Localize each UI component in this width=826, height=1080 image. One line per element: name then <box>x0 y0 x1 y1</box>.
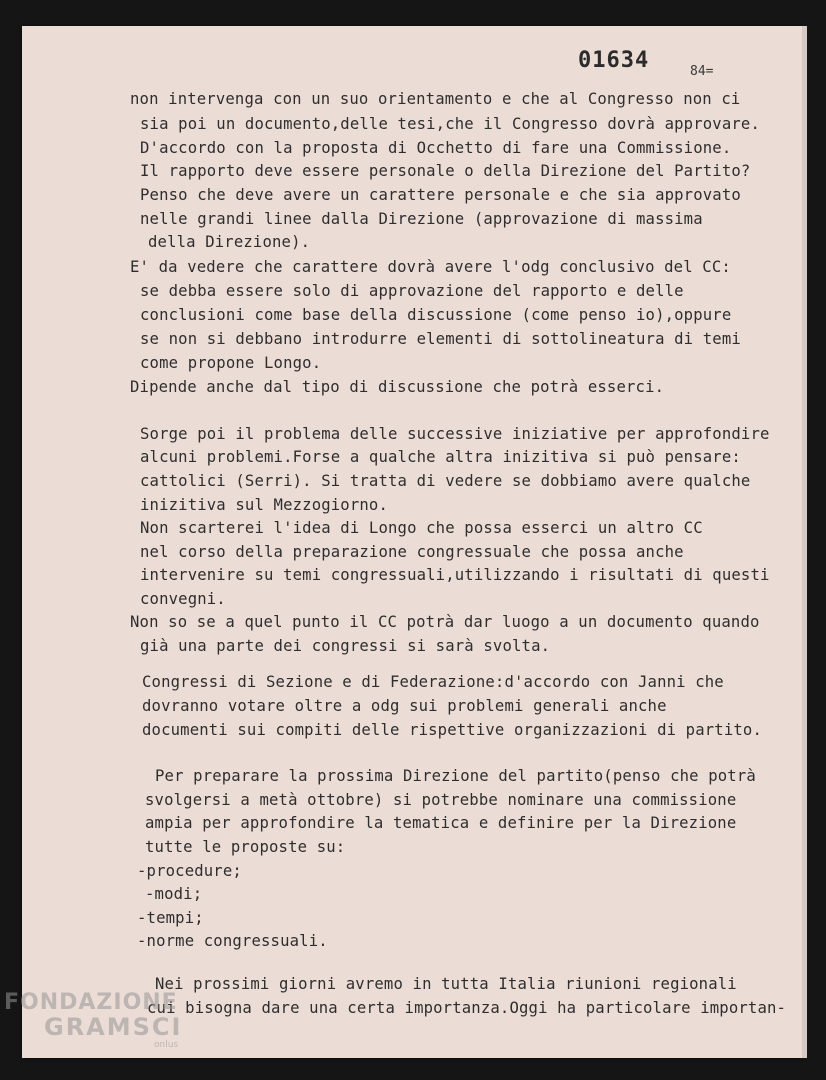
text-line: -norme congressuali. <box>137 932 328 950</box>
text-line: Sorge poi il problema delle successive iniziative per approfondire <box>140 425 770 443</box>
text-line: E' da vedere che carattere dovrà avere l'odg conclusivo del CC: <box>130 258 731 276</box>
text-line: sia poi un documento,delle tesi,che il Congresso dovrà approvare. <box>140 115 760 133</box>
text-line: Nei prossimi giorni avremo in tutta Italia riunioni regionali <box>155 975 737 993</box>
text-line: non intervenga con un suo orientamento e che al Congresso non ci <box>130 90 741 108</box>
fondazione-gramsci-watermark <box>4 990 183 1050</box>
text-line: Il rapporto deve essere personale o della Direzione del Partito? <box>140 162 751 180</box>
text-line: -tempi; <box>137 909 204 927</box>
text-line: dovranno votare oltre a odg sui problemi generali anche <box>142 697 667 715</box>
text-line: della Direzione). <box>148 233 311 251</box>
text-line: Congressi di Sezione e di Federazione:d'accordo con Janni che <box>142 673 724 691</box>
text-line: -modi; <box>145 885 203 903</box>
text-line: ampia per approfondire la tematica e definire per la Direzione <box>145 814 737 832</box>
watermark-line-2: GRAMSCI <box>44 1013 183 1041</box>
text-line: alcuni problemi.Forse a qualche altra inizitiva si può pensare: <box>140 448 741 466</box>
text-line: intervenire su temi congressuali,utilizzando i risultati di questi <box>140 566 770 584</box>
text-line: nelle grandi linee dalla Direzione (approvazione di massima <box>140 210 703 228</box>
text-line: svolgersi a metà ottobre) si potrebbe nominare una commissione <box>145 791 737 809</box>
text-line: -procedure; <box>137 862 242 880</box>
text-line: Penso che deve avere un carattere personale e che sia approvato <box>140 186 741 204</box>
text-line: se non si debbano introdurre elementi di sottolineatura di temi <box>140 330 741 348</box>
text-line: convegni. <box>140 590 226 608</box>
document-page <box>22 26 802 1058</box>
archive-stamp-number: 01634 <box>578 48 650 73</box>
page-number: 84= <box>690 64 714 79</box>
text-line: documenti sui compiti delle rispettive organizzazioni di partito. <box>142 721 762 739</box>
text-line: già una parte dei congressi si sarà svolta. <box>140 637 551 655</box>
text-line: tutte le proposte su: <box>145 838 346 856</box>
text-line: nel corso della preparazione congressuale che possa anche <box>140 543 684 561</box>
text-line: Dipende anche dal tipo di discussione che potrà esserci. <box>130 378 665 396</box>
text-line: cui bisogna dare una certa importanza.Oggi ha particolare importan- <box>147 999 787 1017</box>
watermark-line-3: onlus <box>154 1040 179 1050</box>
watermark-line-1: FONDAZIONE <box>4 990 178 1015</box>
text-line: se debba essere solo di approvazione del rapporto e delle <box>140 282 684 300</box>
text-line: inizitiva sul Mezzogiorno. <box>140 496 388 514</box>
text-line: come propone Longo. <box>140 354 322 372</box>
page-edge <box>802 26 807 1058</box>
text-line: D'accordo con la proposta di Occhetto di fare una Commissione. <box>140 139 732 157</box>
text-line: conclusioni come base della discussione (come penso io),oppure <box>140 306 732 324</box>
text-line: Non scarterei l'idea di Longo che possa esserci un altro CC <box>140 519 703 537</box>
text-line: Per preparare la prossima Direzione del partito(penso che potrà <box>155 767 756 785</box>
text-line: Non so se a quel punto il CC potrà dar luogo a un documento quando <box>130 613 760 631</box>
text-line: cattolici (Serri). Si tratta di vedere se dobbiamo avere qualche <box>140 472 751 490</box>
